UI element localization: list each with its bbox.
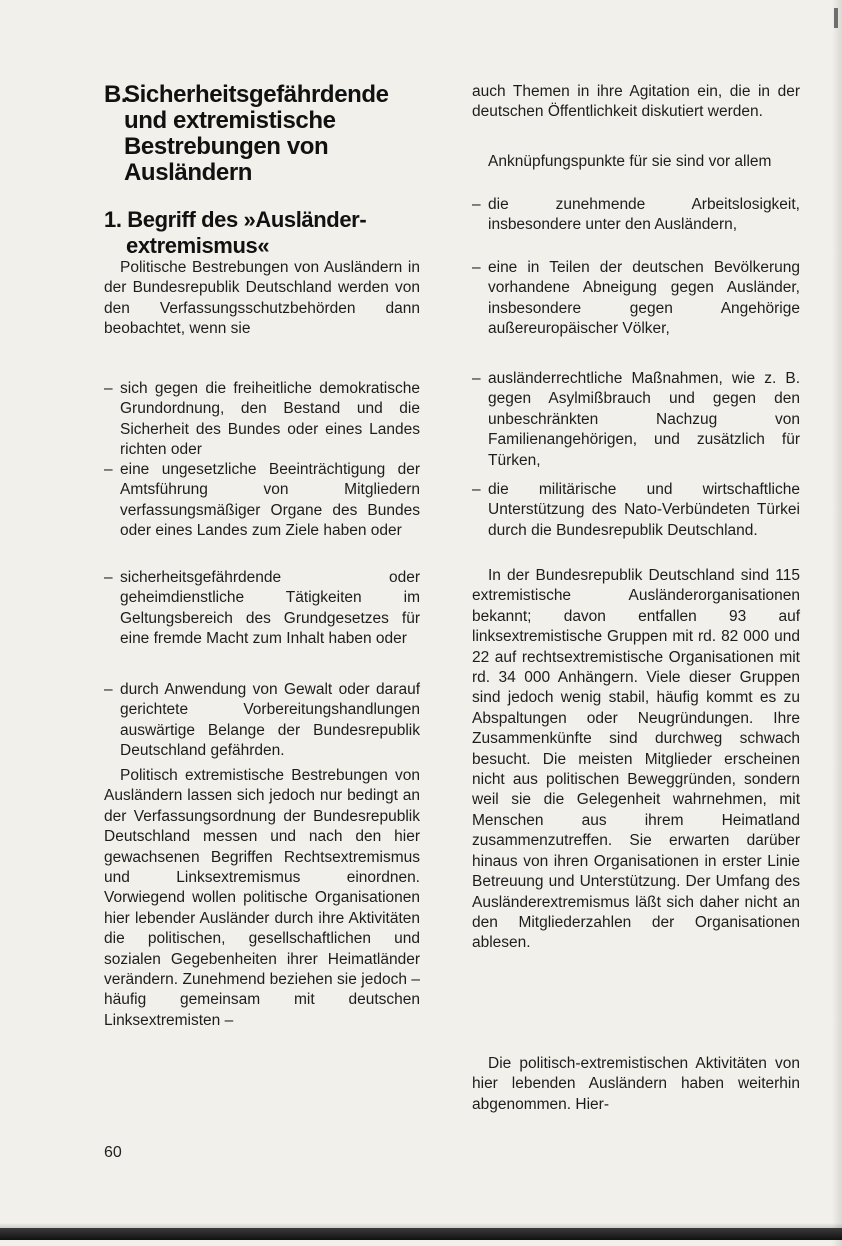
subsection-title-line: Begriff des »Ausländer-: [127, 207, 367, 232]
section-letter: B.: [104, 81, 128, 108]
anchors-intro: Anknüpfungspunkte für sie sind vor allem: [488, 153, 772, 170]
continuation-paragraph: auch Themen in ihre Agitation ein, die in der deutschen Öffentlichkeit diskutiert werden.: [472, 83, 800, 121]
subsection-title-line: extremismus«: [126, 233, 270, 258]
section-title-line: und extremistische: [124, 107, 336, 134]
section-title-line: Sicherheitsgefährdende: [124, 81, 389, 108]
anchor-item: – ausländerrechtliche Maßnahmen, wie z. B. gegen Asylmißbrauch und gegen den unbeschränkten Nachzug von Familienangehörigen, und zusätzlich für Türken,: [472, 369, 800, 471]
section-heading: [104, 82, 424, 186]
criteria-item: – durch Anwendung von Gewalt oder darauf gerichtete Vorbereitungshandlungen auswärtige Belange der Bundesrepublik Deutschland gefährden.: [104, 680, 420, 762]
criteria-item: – eine ungesetzliche Beeinträchtigung der Amtsführung von Mitgliedern verfassungsmäßiger Organe des Bundes oder eines Landes zum Ziele haben oder: [104, 460, 420, 542]
scan-edge-mark: [834, 8, 838, 28]
closing-paragraph: Die politisch-extremistischen Aktivitäten von hier lebenden Ausländern haben weiterhin abgenommen. Hier-: [472, 1055, 800, 1113]
anchor-item: – die zunehmende Arbeitslosigkeit, insbesondere unter den Ausländern,: [472, 195, 800, 236]
anchor-item: – die militärische und wirtschaftliche Unterstützung des Nato-Verbündeten Türkei durch die Bundesrepublik Deutschland.: [472, 480, 800, 541]
subsection-heading: [104, 207, 424, 259]
page-number: 60: [104, 1144, 122, 1161]
section-title-line: Ausländern: [124, 159, 253, 186]
anchor-item: – eine in Teilen der deutschen Bevölkerung vorhandene Abneigung gegen Ausländer, insbesondere gegen Angehörige außereuropäischer Völker,: [472, 258, 800, 340]
statistics-paragraph: In der Bundesrepublik Deutschland sind 115 extremistische Ausländerorganisationen bekannt; davon entfallen 93 auf linksextremistische Gruppen mit rd. 82 000 und 22 auf rechtsextremistische Organisationen mit rd. 34 000 Anhängern. Viele dieser Gruppen sind jedoch wenig stabil, häufig kommt es zu Abspaltungen oder Neugründungen. Ihre Zusammenkünfte sind durchweg schwach besucht. Die meisten Mitglieder erscheinen nicht aus politischen Beweggründen, sondern weil sie die Gelegenheit wahrnehmen, mit Menschen aus ihrem Heimatland zusammenzutreffen. Sie erwarten darüber hinaus von ihren Organisationen in erster Linie Betreuung und Unterstützung. Der Umfang des Ausländerextremismus läßt sich daher nicht an den Mitgliederzahlen der Organisationen ablesen.: [472, 567, 800, 952]
criteria-item: – sicherheitsgefährdende oder geheimdienstliche Tätigkeiten im Geltungsbereich des Grundgesetzes für eine fremde Macht zum Inhalt haben oder: [104, 568, 420, 650]
section-title-line: Bestrebungen von: [124, 133, 329, 160]
scan-bottom-edge: [0, 1228, 842, 1240]
page-edge-shadow: [832, 0, 842, 1246]
intro-paragraph: Politische Bestrebungen von Ausländern in der Bundesrepublik Deutschland werden von den Verfassungsschutzbehörden dann beobachtet, wenn sie: [104, 259, 420, 338]
subsection-number: 1.: [104, 207, 122, 232]
criteria-item: – sich gegen die freiheitliche demokratische Grundordnung, den Bestand und die Sicherheit des Bundes oder eines Landes richten oder: [104, 379, 420, 461]
body-paragraph: Politisch extremistische Bestrebungen von Ausländern lassen sich jedoch nur bedingt an der Verfassungsordnung der Bundesrepublik Deutschland messen und nach den hier gewachsenen Begriffen Rechtsextremismus und Linksextremismus einordnen. Vorwiegend wollen politische Organisationen hier lebender Ausländer durch ihre Aktivitäten die politischen, gesellschaftlichen und sozialen Gegebenheiten ihrer Heimatländer verändern. Zunehmend beziehen sie jedoch – häufig gemeinsam mit deutschen Linksextremisten –: [104, 767, 420, 1029]
